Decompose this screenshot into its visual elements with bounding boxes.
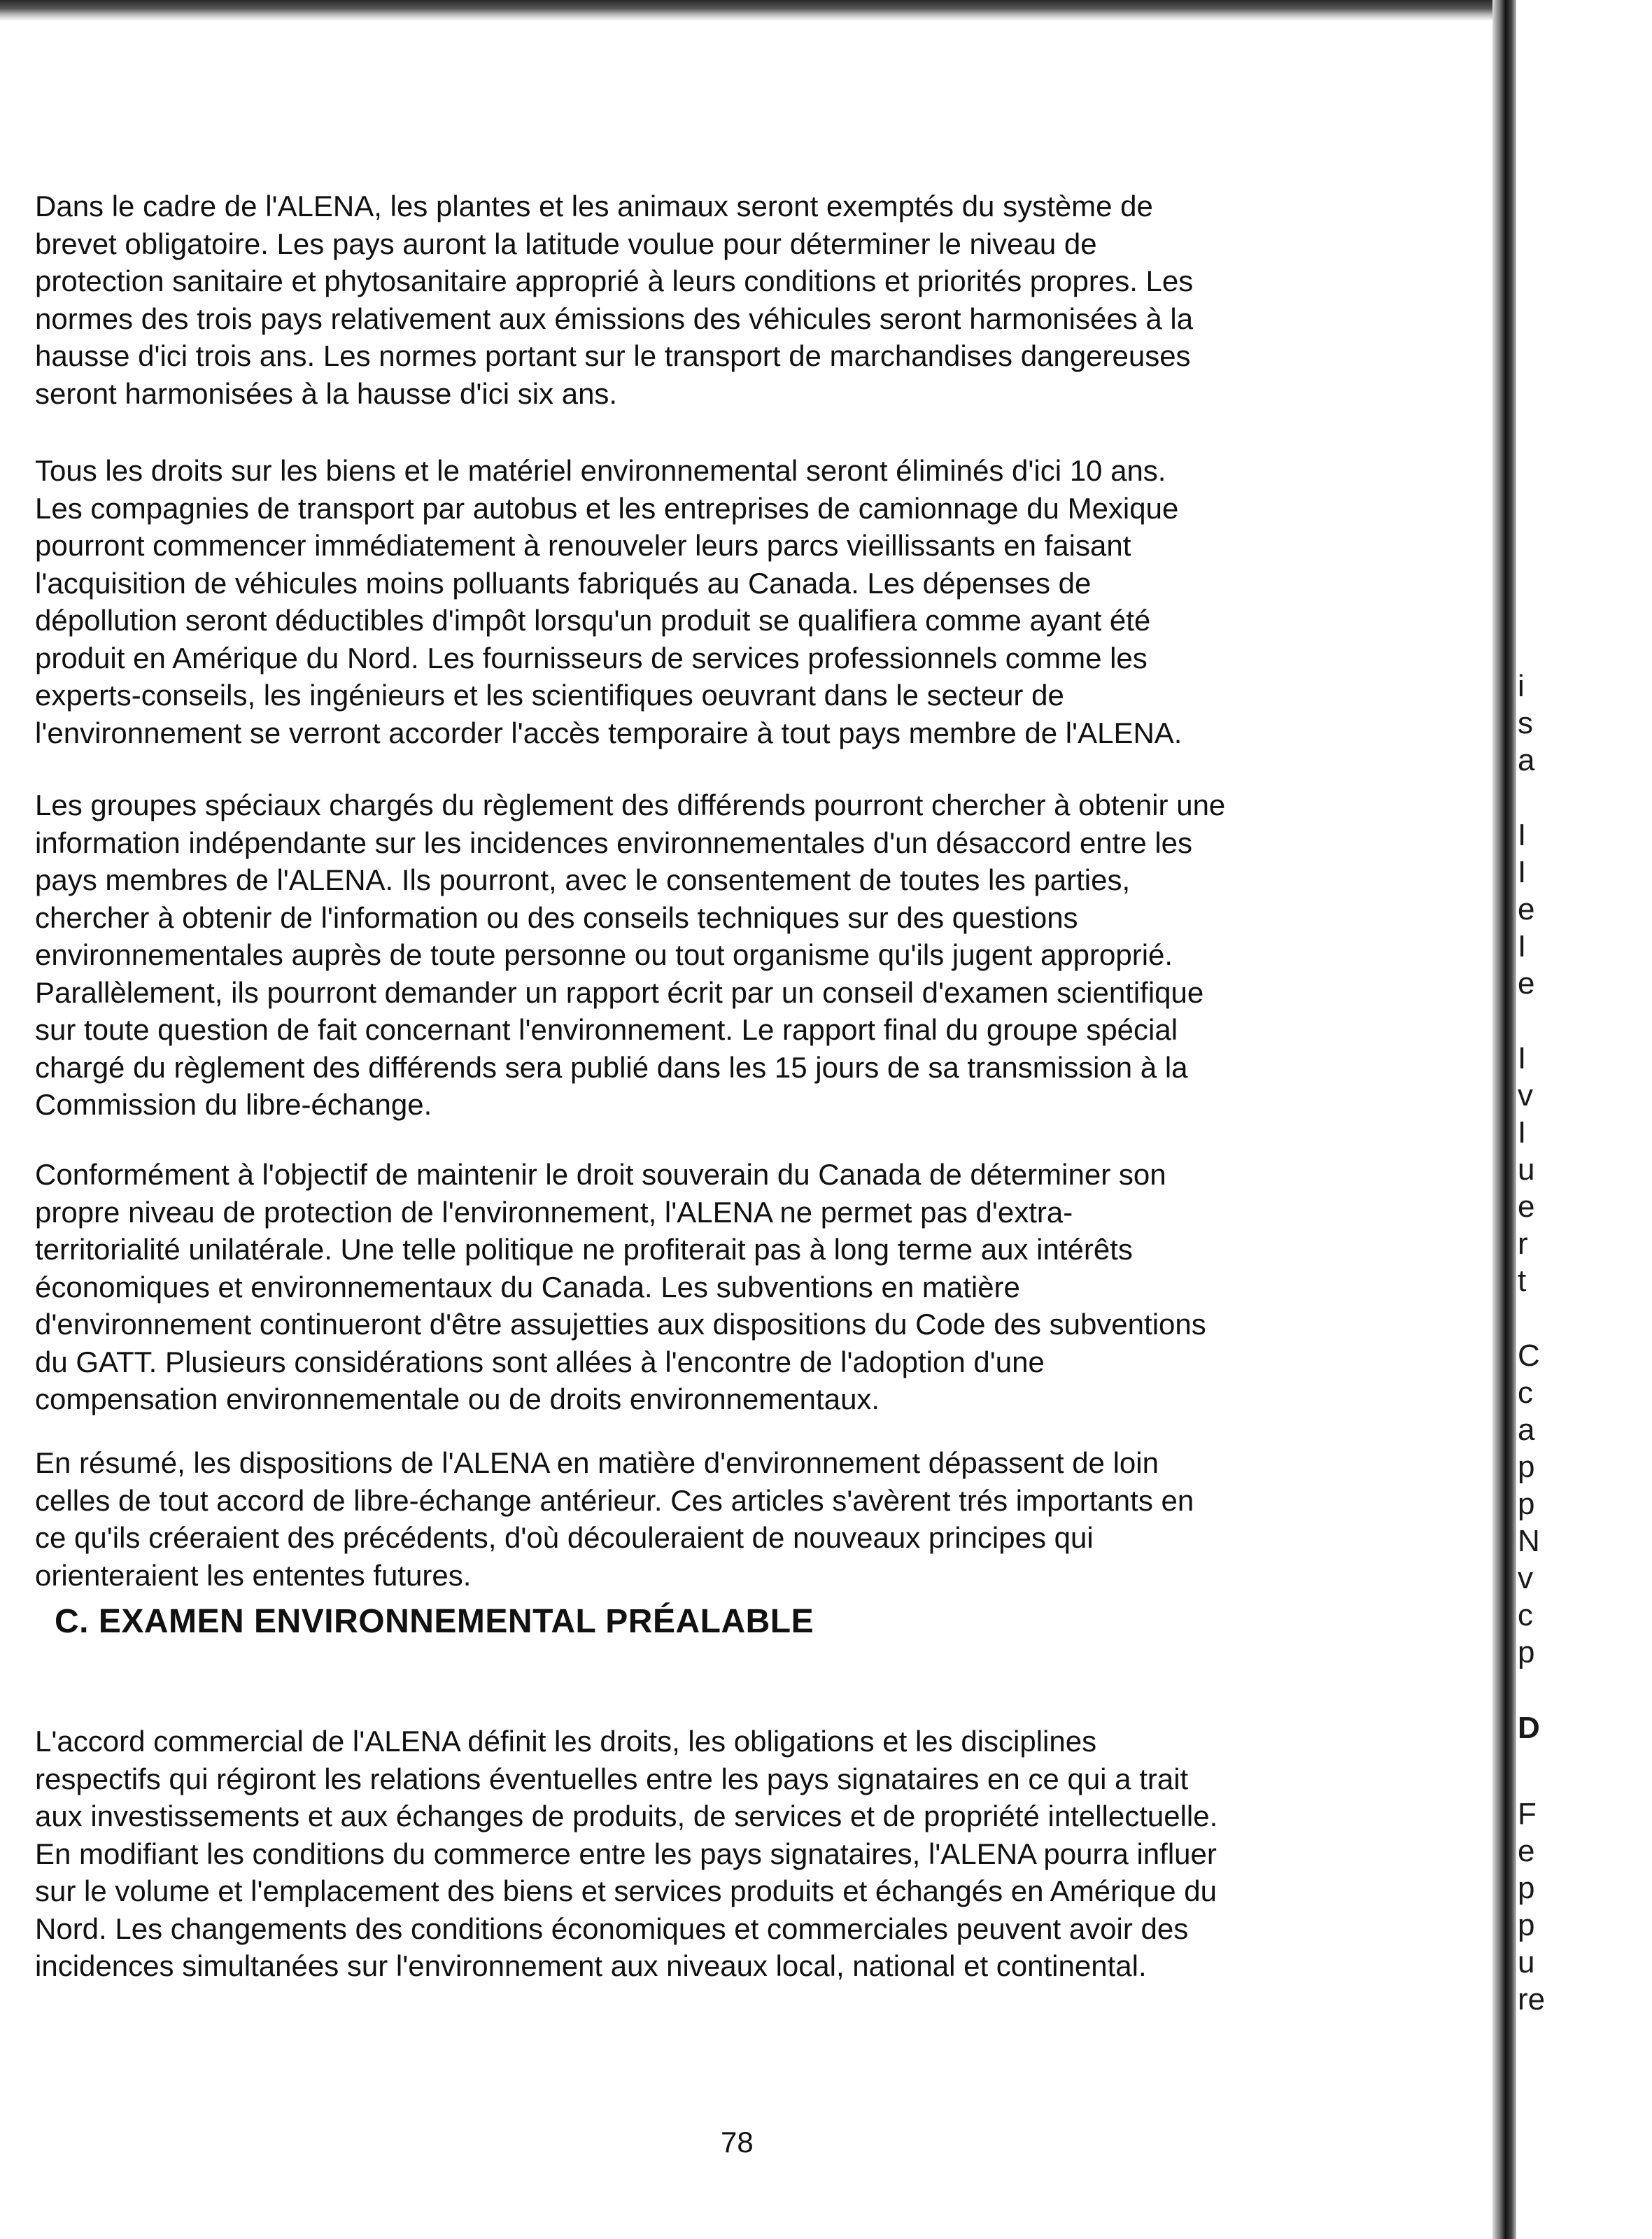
text-line: produit en Amérique du Nord. Les fournisseurs de services professionnels comme les [35,641,1148,674]
facing-page-fragment: I [1518,855,1527,889]
text-line: territorialité unilatérale. Une telle politique ne profiterait pas à long terme aux intérêts [35,1233,1133,1266]
facing-page-fragment: v [1518,1078,1533,1113]
facing-page-fragment: e [1518,1189,1535,1224]
text-line: compensation environnementale ou de droits environnementaux. [35,1383,880,1415]
text-line: l'acquisition de véhicules moins polluants fabriqués au Canada. Les dépenses de [35,566,1092,600]
paragraph-dispute-panels [35,786,1406,1124]
text-line: respectifs qui régiront les relations éventuelles entre les pays signataires en ce qui a trait [35,1762,1189,1795]
text-line: pourront commencer immédiatement à renouveler leurs parcs vieillissants en faisant [35,529,1131,562]
facing-page-fragment: u [1518,1945,1535,1979]
text-line: dépollution seront déductibles d'impôt lorsqu'un produit se qualifiera comme ayant été [35,604,1151,637]
facing-page-fragment: v [1518,1561,1533,1595]
text-line: Nord. Les changements des conditions économiques et commerciales peuvent avoir des [35,1912,1189,1945]
facing-page-fragment: a [1518,743,1535,777]
text-line: Les compagnies de transport par autobus et les entreprises de camionnage du Mexique [35,491,1179,525]
text-line: chercher à obtenir de l'information ou des conseils techniques sur des questions [35,900,1078,934]
facing-page-fragment: p [1518,1487,1535,1521]
facing-page-fragment: I [1518,1115,1527,1150]
text-line: L'accord commercial de l'ALENA définit les droits, les obligations et les disciplines [35,1725,1097,1758]
paragraph-plants-animals [35,188,1406,412]
text-line: incidences simultanées sur l'environnement aux niveaux local, national et continental. [35,1949,1147,1982]
facing-page-fragment: e [1518,1834,1535,1868]
text-line: Dans le cadre de l'ALENA, les plantes et les animaux seront exemptés du système de [35,190,1153,223]
facing-page-fragment: p [1518,1871,1535,1905]
text-line: En résumé, les dispositions de l'ALENA en matière d'environnement dépassent de loin [35,1446,1159,1479]
paragraph-environmental-goods [35,452,1406,751]
facing-page-fragment: u [1518,1152,1535,1187]
text-line: environnementales auprès de toute personne ou tout organisme qu'ils jugent approprié. [35,938,1173,971]
facing-page-fragment: r [1518,1227,1528,1261]
text-line: d'environnement continueront d'être assujetties aux dispositions du Code des subventions [35,1308,1206,1341]
facing-page-fragment: s [1518,706,1533,740]
text-line: ce qu'ils créeraient des précédents, d'où découleraient de nouveaux principes qui [35,1521,1094,1554]
facing-page-fragment: p [1518,1908,1535,1942]
text-line: Commission du libre-échange. [35,1088,432,1121]
facing-page-fragment: c [1518,1376,1533,1410]
facing-page-edge [1516,0,1652,2239]
book-binding-gutter [1492,0,1516,2239]
facing-page-fragment: p [1518,1450,1535,1484]
text-line: économiques et environnementaux du Canada. Les subventions en matière [35,1270,1020,1304]
facing-page-fragment: a [1518,1413,1535,1447]
page-number: 78 [721,2126,754,2159]
text-line: propre niveau de protection de l'environnement, l'ALENA ne permet pas d'extra- [35,1195,1073,1229]
text-line: En modifiant les conditions du commerce entre les pays signataires, l'ALENA pourra influer [35,1837,1217,1870]
text-line: sur toute question de fait concernant l'environnement. Le rapport final du groupe spécial [35,1013,1178,1046]
paragraph-summary [35,1444,1406,1594]
facing-page-fragment: D [1518,1711,1540,1745]
text-line: chargé du règlement des différends sera publié dans les 15 jours de sa transmission à la [35,1050,1188,1084]
text-line: information indépendante sur les incidences environnementales d'un désaccord entre les [35,826,1193,859]
facing-page-fragment: t [1518,1264,1527,1298]
facing-page-fragment: C [1518,1339,1540,1373]
text-line: l'environnement se verront accorder l'accès temporaire à tout pays membre de l'ALENA. [35,716,1182,749]
text-line: sur le volume et l'emplacement des biens et services produits et échangés en Amérique du [35,1874,1217,1907]
facing-page-fragment: i [1518,669,1525,703]
facing-page-fragment: I [1518,1041,1527,1075]
facing-page-fragment: e [1518,892,1535,926]
text-line: normes des trois pays relativement aux émissions des véhicules seront harmonisées à la [35,302,1194,335]
text-line: Tous les droits sur les biens et le matériel environnemental seront éliminés d'ici 10 ans. [35,454,1166,487]
text-line: Parallèlement, ils pourront demander un rapport écrit par un conseil d'examen scientifique [35,975,1204,1009]
text-line: seront harmonisées à la hausse d'ici six ans. [35,376,618,410]
facing-page-fragment: e [1518,966,1535,1001]
facing-page-fragment: I [1518,818,1527,852]
text-line: protection sanitaire et phytosanitaire approprié à leurs conditions et priorités propres. Les [35,264,1194,297]
text-line: brevet obligatoire. Les pays auront la latitude voulue pour déterminer le niveau de [35,227,1097,260]
facing-page-fragment: re [1518,1982,1546,2016]
text-line: experts-conseils, les ingénieurs et les scientifiques oeuvrant dans le secteur de [35,679,1064,712]
facing-page-fragment: c [1518,1598,1533,1632]
paragraph-sovereignty [35,1156,1406,1418]
text-line: Les groupes spéciaux chargés du règlement des différends pourront chercher à obtenir une [35,789,1226,821]
text-line: Conformément à l'objectif de maintenir le droit souverain du Canada de déterminer son [35,1158,1166,1191]
section-heading: C. EXAMEN ENVIRONNEMENTAL PRÉALABLE [55,1603,814,1640]
text-line: hausse d'ici trois ans. Les normes portant sur le transport de marchandises dangereuses [35,339,1191,372]
text-line: orienteraient les ententes futures. [35,1558,472,1592]
text-line: pays membres de l'ALENA. Ils pourront, avec le consentement de toutes les parties, [35,863,1131,896]
text-line: du GATT. Plusieurs considérations sont allées à l'encontre de l'adoption d'une [35,1345,1045,1378]
paragraph-section-c [35,1723,1406,1985]
text-line: celles de tout accord de libre-échange antérieur. Ces articles s'avèrent trés importants en [35,1483,1194,1517]
facing-page-fragment: F [1518,1797,1537,1831]
facing-page-fragment: p [1518,1635,1535,1669]
facing-page-fragment: I [1518,929,1527,963]
facing-page-fragment: N [1518,1524,1540,1558]
text-line: aux investissements et aux échanges de produits, de services et de propriété intellectuelle. [35,1800,1218,1832]
